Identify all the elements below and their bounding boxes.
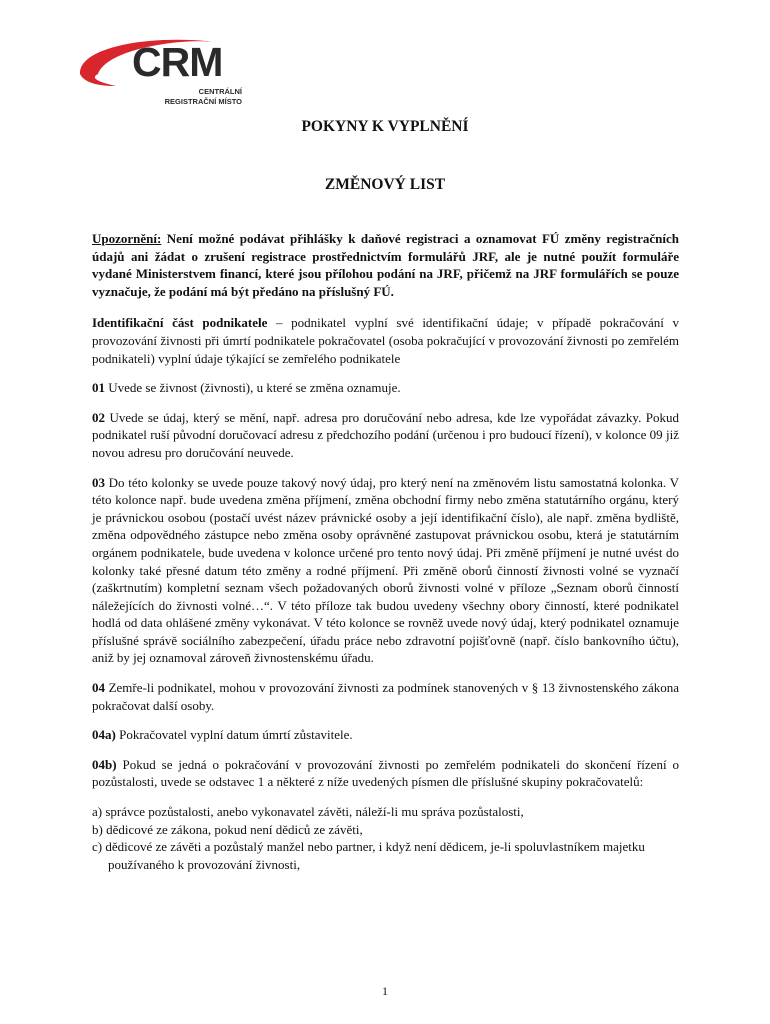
item-text: Zemře-li podnikatel, mohou v provozování živnosti za podmínek stanovených v § 13 živnostenského zákona pokračovat další osoby. [92,680,679,713]
identification-paragraph [92,314,679,367]
page-number: 1 [382,984,388,998]
item-number: 04a) [92,727,116,743]
warning-paragraph [92,230,679,300]
warning-label: Upozornění: [92,231,162,246]
crm-logo [76,30,242,110]
item-04b [92,756,679,791]
item-text: Pokračovatel vyplní datum úmrtí zůstavitele. [115,727,353,743]
list-item: c) dědicové ze závěti a pozůstalý manžel nebo partner, i když není dědicem, je-li spoluvlastníkem majetku používaného k provozování živnosti, [92,839,645,872]
warning-text: Není možné podávat přihlášky k daňové registraci a oznamovat FÚ změny registračních údajů ani žádat o zrušení registrace prostřednictvím formulářů JRF, ale je nutné použít formuláře vydané Ministerstvem financí, které jsou přílohou podání na JRF, přičemž na JRF formulářích se pouze vyznačuje, že podání má být předáno na příslušný FÚ. [92,231,679,299]
item-number: 04 [92,680,105,696]
page-subtitle: ZMĚNOVÝ LIST [324,176,446,193]
item-number: 04b) [92,756,117,772]
item-text: Pokud se jedná o pokračování v provozování živnosti po zemřelém podnikateli do skončení řízení o pozůstalosti, uvede se odstavec 1 a některé z níže uvedených písmen dle příslušné skupiny pokračovatelů: [92,756,679,790]
item-04 [92,679,679,714]
item-03 [92,474,679,668]
item-text: Uvede se živnost (živnosti), u které se změna oznamuje. [105,380,401,396]
logo-subtitle-line1: CENTRÁLNÍ [198,87,242,96]
document-body [92,230,679,873]
logo-subtitle [132,87,242,107]
item-number: 03 [92,474,105,490]
identification-text: – podnikatel vyplní své identifikační údaje; v případě pokračování v provozování živnosti při úmrtí podnikatele pokračovatel (osoba pokračující v provozování živnosti po zemřelém podnikateli) vyplní údaje týkající se zemřelého podnikatele [92,315,680,366]
item-02 [92,409,679,462]
item-text: Uvede se údaj, který se mění, např. adresa pro doručování nebo adresa, kde lze vypořádat závazky. Pokud podnikatel ruší původní doručovací adresu z předchozího podání (určenou i pro budoucí řízení), v kolonce 09 již novou adresu pro doručování neuvede. [92,409,679,460]
item-04a [92,726,679,744]
logo-text: CRM [132,39,223,85]
item-text: Do této kolonky se uvede pouze takový nový údaj, pro který není na změnovém listu samostatná kolonka. V této kolonce např. bude uvedena změna příjmení, změna obchodní firmy nebo změna statutárního orgánu, který je právnickou osobou (postačí uvést název právnické osoby a její identifikační číslo), ale např. změna bydliště, změna odpovědného zástupce nebo změna osoby oprávněné zastupovat právnickou osobu, která je statutárním orgánem podnikatele, bude uvedena v kolonce určené pro tento nový údaj. Při změně příjmení je nutné uvést do kolonky také přesné datum této změny a rodné příjmení. Při změně oborů činností živnosti volné se vyznačí (zaškrtnutím) kompletní seznam všech požadovaných oborů živnosti volné v příloze „Seznam oborů činností náležejících do živnosti volné…“. V této příloze tak budou uvedeny všechny obory činností, které podnikatel hodlá od data ohlášené změny vykonávat. V této kolonce se rovněž uvede nový údaj, který podnikatel oznamuje příslušné správě sociálního zabezpečení, úřadu práce nebo zdravotní pojišťovně (např. číslo bankovního účtu), aniž by jej oznamoval zároveň živnostenskému úřadu. [92,474,679,666]
identification-label: Identifikační část podnikatele [92,315,268,331]
list-item: b) dědicové ze zákona, pokud není dědiců ze závěti, [92,821,363,837]
list-item: a) správce pozůstalosti, anebo vykonavatel závěti, náleží-li mu správa pozůstalosti, [92,804,524,820]
item-number: 01 [92,380,105,396]
logo-subtitle-line2: REGISTRAČNÍ MÍSTO [164,97,242,106]
successor-list [92,803,679,873]
item-number: 02 [92,409,105,425]
page-title: POKYNY K VYPLNĚNÍ [301,118,469,135]
item-01 [92,379,679,397]
